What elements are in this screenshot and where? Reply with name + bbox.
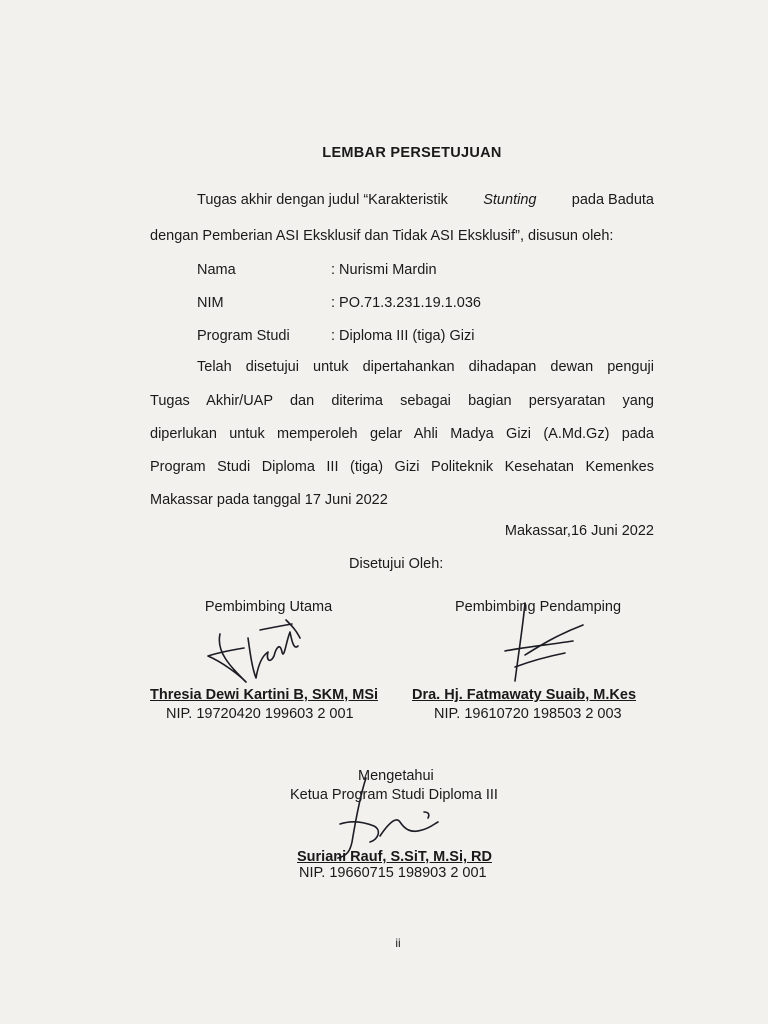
supervisor-1-role: Pembimbing Utama [204, 599, 333, 615]
supervisor-1-signature [200, 612, 310, 692]
intro-text-b: pada Baduta [571, 192, 654, 208]
head-acknowledge-label: Mengetahui [358, 768, 434, 784]
approval-line-1: Telah disetujui untuk dipertahankan dihadapan dewan penguji [197, 359, 654, 375]
head-nip: NIP. 19660715 198903 2 001 [299, 865, 487, 881]
intro-text-italic: Stunting [483, 192, 537, 208]
field-label-nim: NIM [197, 295, 224, 311]
supervisor-1-name: Thresia Dewi Kartini B, SKM, MSi [150, 687, 379, 703]
field-value-program: : Diploma III (tiga) Gizi [331, 328, 475, 344]
supervisor-2-name: Dra. Hj. Fatmawaty Suaib, M.Kes [412, 687, 637, 703]
approved-by-label: Disetujui Oleh: [349, 556, 444, 572]
approval-line-3: diperlukan untuk memperoleh gelar Ahli Madya Gizi (A.Md.Gz) pada [150, 426, 654, 442]
approval-line-4: Program Studi Diploma III (tiga) Gizi Politeknik Kesehatan Kemenkes [150, 459, 654, 475]
supervisor-2-signature [495, 595, 595, 690]
field-label-program: Program Studi [197, 328, 290, 344]
head-title: Ketua Program Studi Diploma III [290, 787, 498, 803]
page-number: ii [395, 936, 401, 950]
head-name: Suriani Rauf, S.SiT, M.Si, RD [297, 849, 492, 865]
approval-line-5: Makassar pada tanggal 17 Juni 2022 [150, 492, 388, 508]
supervisor-2-nip: NIP. 19610720 198503 2 003 [434, 706, 622, 722]
field-label-nama: Nama [197, 262, 236, 278]
place-date: Makassar,16 Juni 2022 [504, 523, 654, 539]
field-value-nama: : Nurismi Mardin [331, 262, 437, 278]
intro-text-a: Tugas akhir dengan judul “Karakteristik [197, 192, 448, 208]
supervisor-1-nip: NIP. 19720420 199603 2 001 [166, 706, 354, 722]
supervisor-2-role: Pembimbing Pendamping [454, 599, 622, 615]
intro-line-2: dengan Pemberian ASI Eksklusif dan Tidak ASI Eksklusif”, disusun oleh: [150, 228, 614, 244]
approval-line-2: Tugas Akhir/UAP dan diterima sebagai bagian persyaratan yang [150, 393, 654, 409]
page-title: LEMBAR PERSETUJUAN [322, 145, 502, 161]
intro-line-1 [197, 192, 654, 208]
field-value-nim: : PO.71.3.231.19.1.036 [331, 295, 481, 311]
